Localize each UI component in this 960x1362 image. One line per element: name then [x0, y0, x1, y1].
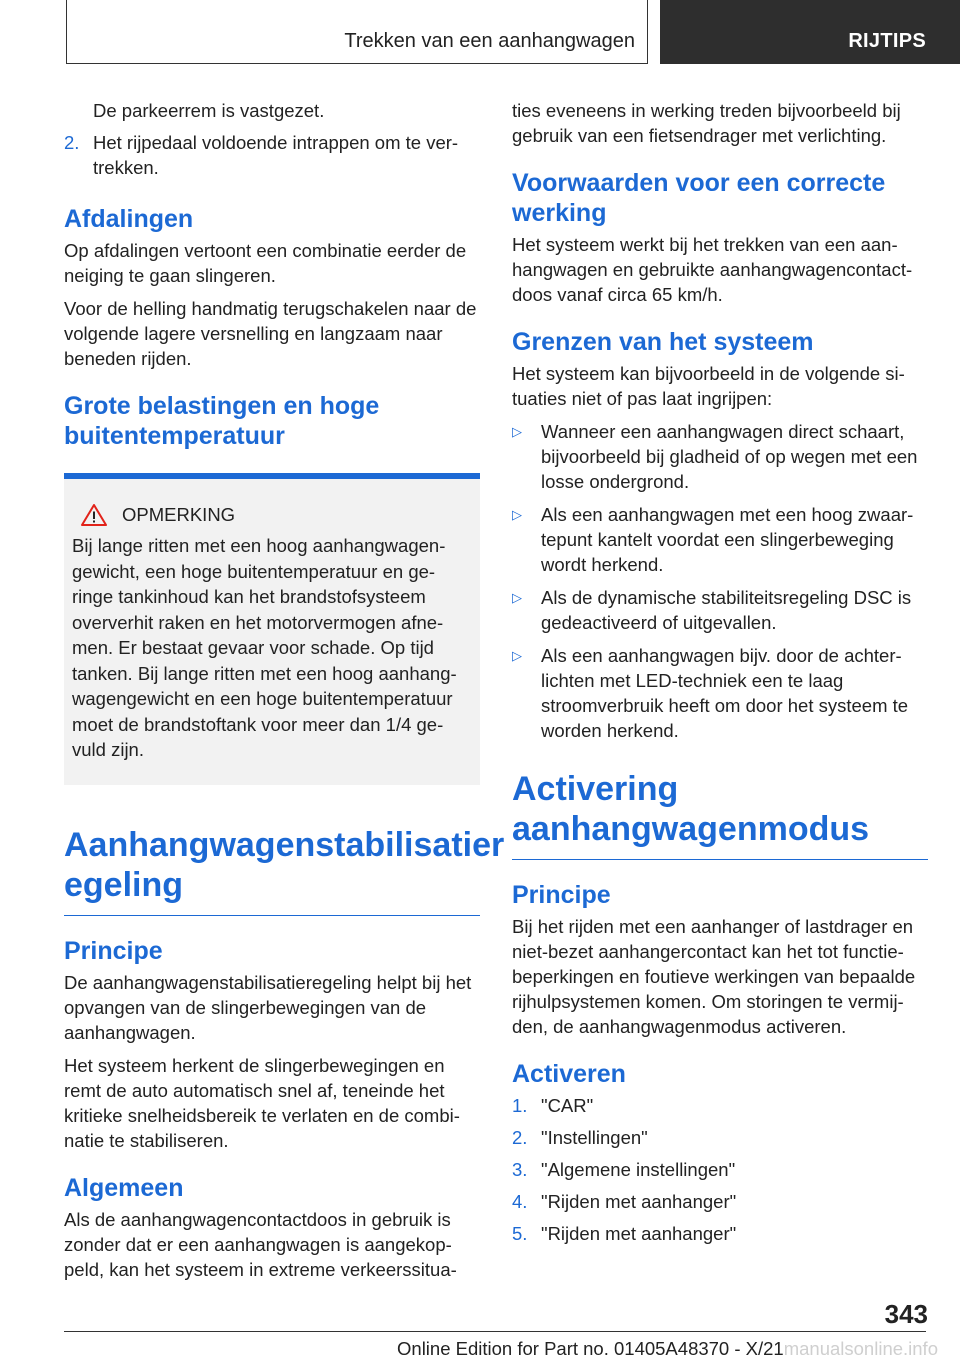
- chapter-heading-stabilisatie: Aanhangwagenstabilisatier egeling: [64, 825, 505, 904]
- notice-header: [80, 503, 472, 527]
- step-item: [64, 130, 480, 180]
- step-number: 2.: [512, 1127, 528, 1148]
- bullet-item: [512, 585, 928, 635]
- chapter-tab: [660, 0, 960, 64]
- heading-grote-belastingen: Grote belastingen en hoge buitentemperatuur: [64, 392, 380, 450]
- notice-title: OPMERKING: [122, 504, 236, 525]
- chapter-heading-block: [512, 769, 928, 860]
- step-item: [512, 1157, 928, 1182]
- step-continuation: De parkeerrem is vastgezet.: [93, 100, 325, 121]
- step-number: 3.: [512, 1159, 528, 1180]
- step-text: "Rijden met aanhanger": [541, 1223, 737, 1244]
- paragraph: Het systeem herkent de slingerbewegingen en remt de auto automatisch snel af, teneinde het kritieke snelheidsbereik te verlaten en de combi-natie te stabiliseren.: [64, 1054, 460, 1151]
- bullet-triangle-icon: ▷: [512, 590, 522, 605]
- paragraph: De aanhangwagenstabilisatieregeling helpt bij het opvangen van de slingerbewegingen van de aanhangwagen.: [64, 971, 472, 1043]
- heading-afdalingen: Afdalingen: [64, 205, 194, 233]
- paragraph: Het systeem werkt bij het trekken van een aan-hangwagen en gebruikte aanhangwagencontact-doos vanaf circa 65 km/h.: [512, 234, 913, 305]
- bullet-text: Wanneer een aanhangwagen direct schaart, bijvoorbeeld bij gladheid of op wegen met een losse ondergrond.: [541, 421, 918, 492]
- step-list: [512, 1093, 928, 1246]
- page-number: 343: [884, 1299, 928, 1329]
- notice-box: [64, 473, 480, 785]
- step-number: 2.: [64, 132, 80, 153]
- bullet-triangle-icon: ▷: [512, 507, 522, 522]
- bullet-item: [512, 643, 928, 743]
- watermark-text: manualsonline.info: [783, 1338, 938, 1359]
- bullet-item: [512, 502, 928, 577]
- edition-text: Online Edition for Part no. 01405A48370 - X/21: [397, 1338, 784, 1359]
- step-text: "CAR": [541, 1095, 594, 1116]
- bullet-triangle-icon: ▷: [512, 648, 522, 663]
- notice-text: Bij lange ritten met een hoog aanhangwagen-gewicht, een hoge buitentemperatuur en ge-ringe tankinhoud kan het brandstofsysteem oververhit raken en het motorvermogen afne-men. Er bestaat gevaar voor schade. Op tijd tanken. Bij lange ritten met een hoog aanhang-wagengewicht en een hoge buitentemperatuur moet de brandstoftank voor meer dan 1/4 ge-vuld zijn.: [72, 535, 457, 760]
- step-item: [512, 1221, 928, 1246]
- heading-principe: Principe: [64, 936, 163, 965]
- chapter-heading-block: [64, 825, 505, 916]
- step-number: 5.: [512, 1223, 528, 1244]
- step-item: [512, 1093, 928, 1118]
- chapter-title: RIJTIPS: [848, 30, 926, 52]
- heading-algemeen: Algemeen: [64, 1173, 184, 1202]
- heading-activeren: Activeren: [512, 1060, 626, 1088]
- paragraph: Op afdalingen vertoont een combinatie eerder de neiging te gaan slingeren.: [64, 240, 467, 286]
- bullet-text: Als een aanhangwagen met een hoog zwaar-tepunt kantelt voordat een slingerbeweging wordt herkend.: [541, 504, 914, 575]
- bullet-list: [512, 419, 928, 743]
- heading-voorwaarden: Voorwaarden voor een correcte werking: [512, 169, 886, 227]
- footer-edition: [0, 1338, 938, 1360]
- chapter-heading-activering: Activering aanhangwagenmodus: [512, 770, 870, 848]
- step-number: 1.: [512, 1095, 528, 1116]
- step-text: "Algemene instellingen": [541, 1159, 736, 1180]
- step-text: "Rijden met aanhanger": [541, 1191, 737, 1212]
- heading-grenzen: Grenzen van het systeem: [512, 328, 814, 356]
- paragraph: Bij het rijden met een aanhanger of lastdrager en niet-bezet aanhangercontact kan het tot functie-beperkingen en foutieve werkingen van bepaalde rijhulpsystemen komen. Om storingen te vermij-den, de aanhangwagenmodus activeren.: [512, 916, 916, 1037]
- warning-triangle-icon: [80, 503, 108, 527]
- footer-rule: [64, 1331, 926, 1332]
- step-number: 4.: [512, 1191, 528, 1212]
- bullet-item: [512, 419, 928, 494]
- bullet-text: Als de dynamische stabiliteitsregeling DSC is gedeactiveerd of uitgevallen.: [541, 587, 912, 633]
- heading-principe: Principe: [512, 881, 611, 909]
- left-column: [64, 98, 505, 1290]
- paragraph: Als de aanhangwagencontactdoos in gebruik is zonder dat er een aanhangwagen is aangekop-peld, kan het systeem in extreme verkeerssitua-: [64, 1208, 457, 1280]
- bullet-text: Als een aanhangwagen bijv. door de achter-lichten met LED-techniek een te laag stroomverbruik heeft om door het systeem te worden herkend.: [541, 645, 909, 741]
- paragraph: ties eveneens in werking treden bijvoorbeeld bij gebruik van een fietsendrager met verlichting.: [512, 100, 901, 146]
- step-text: "Instellingen": [541, 1127, 648, 1148]
- paragraph: Het systeem kan bijvoorbeeld in de volgende si-tuaties niet of pas laat ingrijpen:: [512, 363, 905, 409]
- running-header: [66, 0, 648, 64]
- step-item: [512, 1125, 928, 1150]
- bullet-triangle-icon: ▷: [512, 424, 522, 439]
- section-title: Trekken van een aanhangwagen: [344, 30, 635, 52]
- right-column: [512, 98, 928, 1253]
- step-text: Het rijpedaal voldoende intrappen om te ver-trekken.: [93, 132, 459, 178]
- step-item: [512, 1189, 928, 1214]
- paragraph: Voor de helling handmatig terugschakelen naar de volgende lagere versnelling en langzaam naar beneden rijden.: [64, 298, 477, 369]
